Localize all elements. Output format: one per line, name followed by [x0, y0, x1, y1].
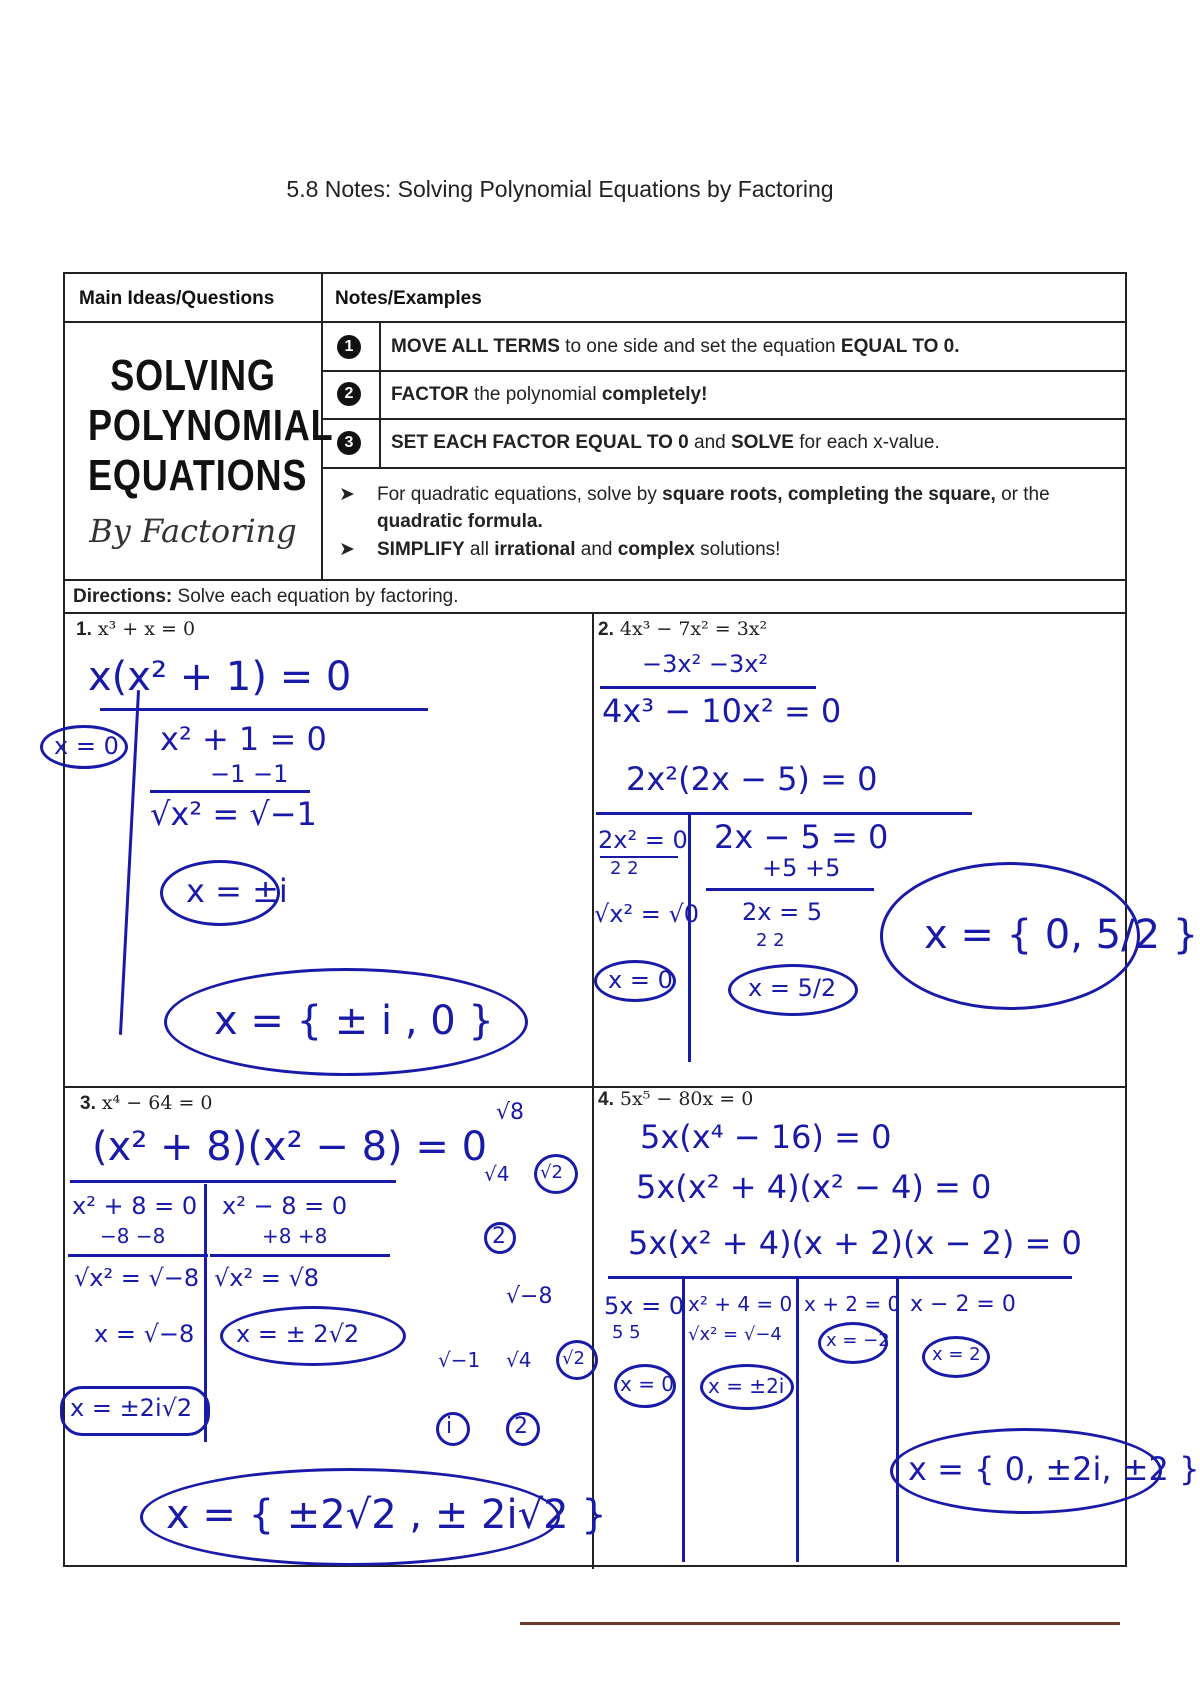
divider	[65, 321, 1125, 323]
bullet-2-d: and	[575, 539, 618, 560]
p4-root-zero: x = 0	[620, 1372, 675, 1396]
p2-root: x = 5/2	[748, 974, 837, 1002]
problem-1-label	[76, 618, 195, 641]
divider	[379, 321, 381, 467]
p3-step: x² + 8 = 0	[72, 1192, 198, 1220]
p2-divider	[688, 812, 691, 1062]
p3-tree-circle	[436, 1412, 470, 1446]
divider	[321, 418, 1125, 420]
scan-edge-line	[520, 1622, 1120, 1625]
p2-step: 2x = 5	[742, 898, 823, 926]
p3-tree-root: √8	[496, 1100, 525, 1125]
p2-step: 2 2	[610, 858, 639, 879]
bullet-2-e: complex	[617, 539, 695, 560]
divider	[65, 1086, 1125, 1088]
step-1-bold-a: MOVE ALL TERMS	[391, 336, 560, 357]
p3-step: √x² = √8	[214, 1264, 320, 1292]
divider	[321, 370, 1125, 372]
problem-4-label	[598, 1088, 753, 1111]
p2-divider	[596, 812, 972, 815]
p2-step: −3x² −3x²	[642, 650, 769, 678]
directions-label: Directions:	[73, 586, 173, 607]
p4-root: x = 2	[932, 1344, 981, 1365]
problem-4-number: 4.	[598, 1089, 614, 1110]
step-2-bold-a: FACTOR	[391, 384, 469, 405]
step-1-text	[391, 336, 960, 358]
problem-1-number: 1.	[76, 619, 92, 640]
p4-root-complex: x = ±2i	[708, 1374, 785, 1398]
p2-step: 4x³ − 10x² = 0	[602, 692, 842, 730]
p3-tree-node: √2	[540, 1162, 563, 1183]
p1-step: −1 −1	[210, 760, 289, 788]
p2-step: 2x² = 0	[598, 826, 688, 854]
p2-answer: x = { 0, 5/2 }	[924, 912, 1199, 958]
step-2-text	[391, 384, 707, 406]
bullet-1-a: For quadratic equations, solve by	[377, 484, 663, 505]
p4-answer: x = { 0, ±2i, ±2 }	[908, 1450, 1200, 1488]
p2-factored: 2x²(2x − 5) = 0	[626, 760, 878, 798]
p3-tree-node: 2	[492, 1224, 506, 1249]
bullet-1	[377, 481, 1097, 535]
step-1-plain-a: to one side and set the equation	[559, 336, 841, 357]
directions	[73, 586, 459, 608]
p4-step: x − 2 = 0	[910, 1292, 1016, 1317]
step-number-1: 1	[337, 335, 361, 359]
directions-text: Solve each equation by factoring.	[172, 586, 459, 607]
step-2-bold-b: completely!	[601, 384, 708, 405]
problem-2-number: 2.	[598, 619, 614, 640]
step-1-bold-b: EQUAL TO 0.	[840, 336, 960, 357]
p3-step: x² − 8 = 0	[222, 1192, 348, 1220]
problem-2-equation: 4x³ − 7x² = 3x²	[619, 618, 768, 640]
p4-step: x² + 4 = 0	[688, 1292, 793, 1316]
step-3-plain-a: and	[688, 432, 731, 453]
p4-step: √x² = √−4	[688, 1324, 782, 1345]
problem-3-label	[80, 1092, 213, 1115]
problem-4-equation: 5x⁵ − 80x = 0	[619, 1088, 754, 1110]
p4-divider	[796, 1276, 799, 1562]
step-3-text	[391, 432, 940, 454]
step-number-3: 3	[337, 431, 361, 455]
p3-tree-node: √4	[506, 1348, 532, 1372]
p3-tree-node: i	[446, 1414, 453, 1439]
problem-3-number: 3.	[80, 1093, 96, 1114]
bullet-2-b: all	[464, 539, 495, 560]
p3-divider	[210, 1254, 390, 1257]
bullet-1-c: or the	[995, 484, 1050, 505]
p1-answer: x = { ± i , 0 }	[214, 998, 494, 1044]
p2-root-zero: x = 0	[608, 966, 673, 994]
problem-3-equation: x⁴ − 64 = 0	[101, 1092, 213, 1114]
bullet-1-d: quadratic formula.	[377, 511, 543, 532]
p4-divider	[896, 1276, 899, 1562]
divider	[321, 467, 1125, 469]
p3-tree-root: √−8	[506, 1284, 553, 1309]
p2-step: √x² = √0	[594, 900, 700, 928]
p4-step: 5x = 0	[604, 1292, 685, 1320]
p2-step: 2 2	[756, 930, 785, 951]
page-title: 5.8 Notes: Solving Polynomial Equations by Factoring	[286, 176, 834, 202]
p3-step: √x² = √−8	[74, 1264, 200, 1292]
p4-step: 5x(x⁴ − 16) = 0	[640, 1118, 892, 1156]
topic-line-3: EQUATIONS	[88, 451, 308, 500]
divider	[592, 612, 594, 1569]
p3-divider	[70, 1180, 396, 1183]
p3-tree-node: √−1	[438, 1348, 481, 1372]
p1-step: √x² = √−1	[150, 795, 317, 833]
step-3-plain-b: for each x-value.	[793, 432, 940, 453]
p4-divider	[608, 1276, 1072, 1279]
p1-divider	[150, 790, 310, 793]
p4-step: 5x(x² + 4)(x² − 4) = 0	[636, 1168, 992, 1206]
arrow-bullet-icon: ➤	[339, 484, 355, 505]
p1-root-zero: x = 0	[54, 732, 119, 760]
p4-root: x = −2	[826, 1330, 890, 1351]
p3-step: +8 +8	[262, 1224, 328, 1248]
bullet-1-b: square roots, completing the square,	[662, 484, 996, 505]
p2-step: 2x − 5 = 0	[714, 818, 889, 856]
p3-answer: x = { ±2√2 , ± 2i√2 }	[166, 1492, 607, 1538]
p3-root-complex: x = ±2i√2	[70, 1394, 193, 1422]
divider	[65, 579, 1125, 581]
p3-tree-node: √2	[562, 1348, 585, 1369]
p3-tree-node: 2	[514, 1414, 528, 1439]
topic-line-2: POLYNOMIAL	[88, 401, 334, 450]
p3-step: −8 −8	[100, 1224, 166, 1248]
problem-1-equation: x³ + x = 0	[97, 618, 196, 640]
step-3-bold-a: SET EACH FACTOR EQUAL TO 0	[391, 432, 689, 453]
bullet-2-f: solutions!	[694, 539, 781, 560]
header-notes: Notes/Examples	[335, 288, 482, 309]
bullet-2	[377, 536, 780, 563]
p4-step: 5 5	[612, 1322, 641, 1343]
step-number-2: 2	[337, 382, 361, 406]
step-2-plain-a: the polynomial	[468, 384, 602, 405]
bullet-2-a: SIMPLIFY	[377, 539, 465, 560]
header-main-ideas: Main Ideas/Questions	[79, 288, 275, 309]
p3-step: x = √−8	[94, 1320, 195, 1348]
p1-step: x² + 1 = 0	[160, 720, 327, 758]
p1-factored: x(x² + 1) = 0	[88, 654, 352, 700]
p4-step: x + 2 = 0	[804, 1292, 901, 1316]
p3-root-real: x = ± 2√2	[236, 1320, 360, 1348]
p2-divider	[706, 888, 874, 891]
topic-subtitle: By Factoring	[89, 512, 297, 550]
p2-divider	[600, 686, 816, 689]
p3-tree-node: √4	[484, 1162, 510, 1186]
step-3-bold-b: SOLVE	[730, 432, 794, 453]
p3-factored: (x² + 8)(x² − 8) = 0	[92, 1124, 488, 1170]
problem-2-label	[598, 618, 767, 641]
p2-divider	[600, 856, 678, 858]
bullet-2-c: irrational	[494, 539, 576, 560]
p1-divider	[100, 708, 428, 711]
topic-line-1: SOLVING	[110, 351, 276, 400]
p3-divider	[68, 1254, 208, 1257]
divider	[65, 612, 1125, 614]
p4-factored: 5x(x² + 4)(x + 2)(x − 2) = 0	[628, 1224, 1082, 1262]
p2-step: +5 +5	[762, 854, 841, 882]
p1-root: x = ±i	[186, 872, 288, 910]
arrow-bullet-icon: ➤	[339, 539, 355, 560]
